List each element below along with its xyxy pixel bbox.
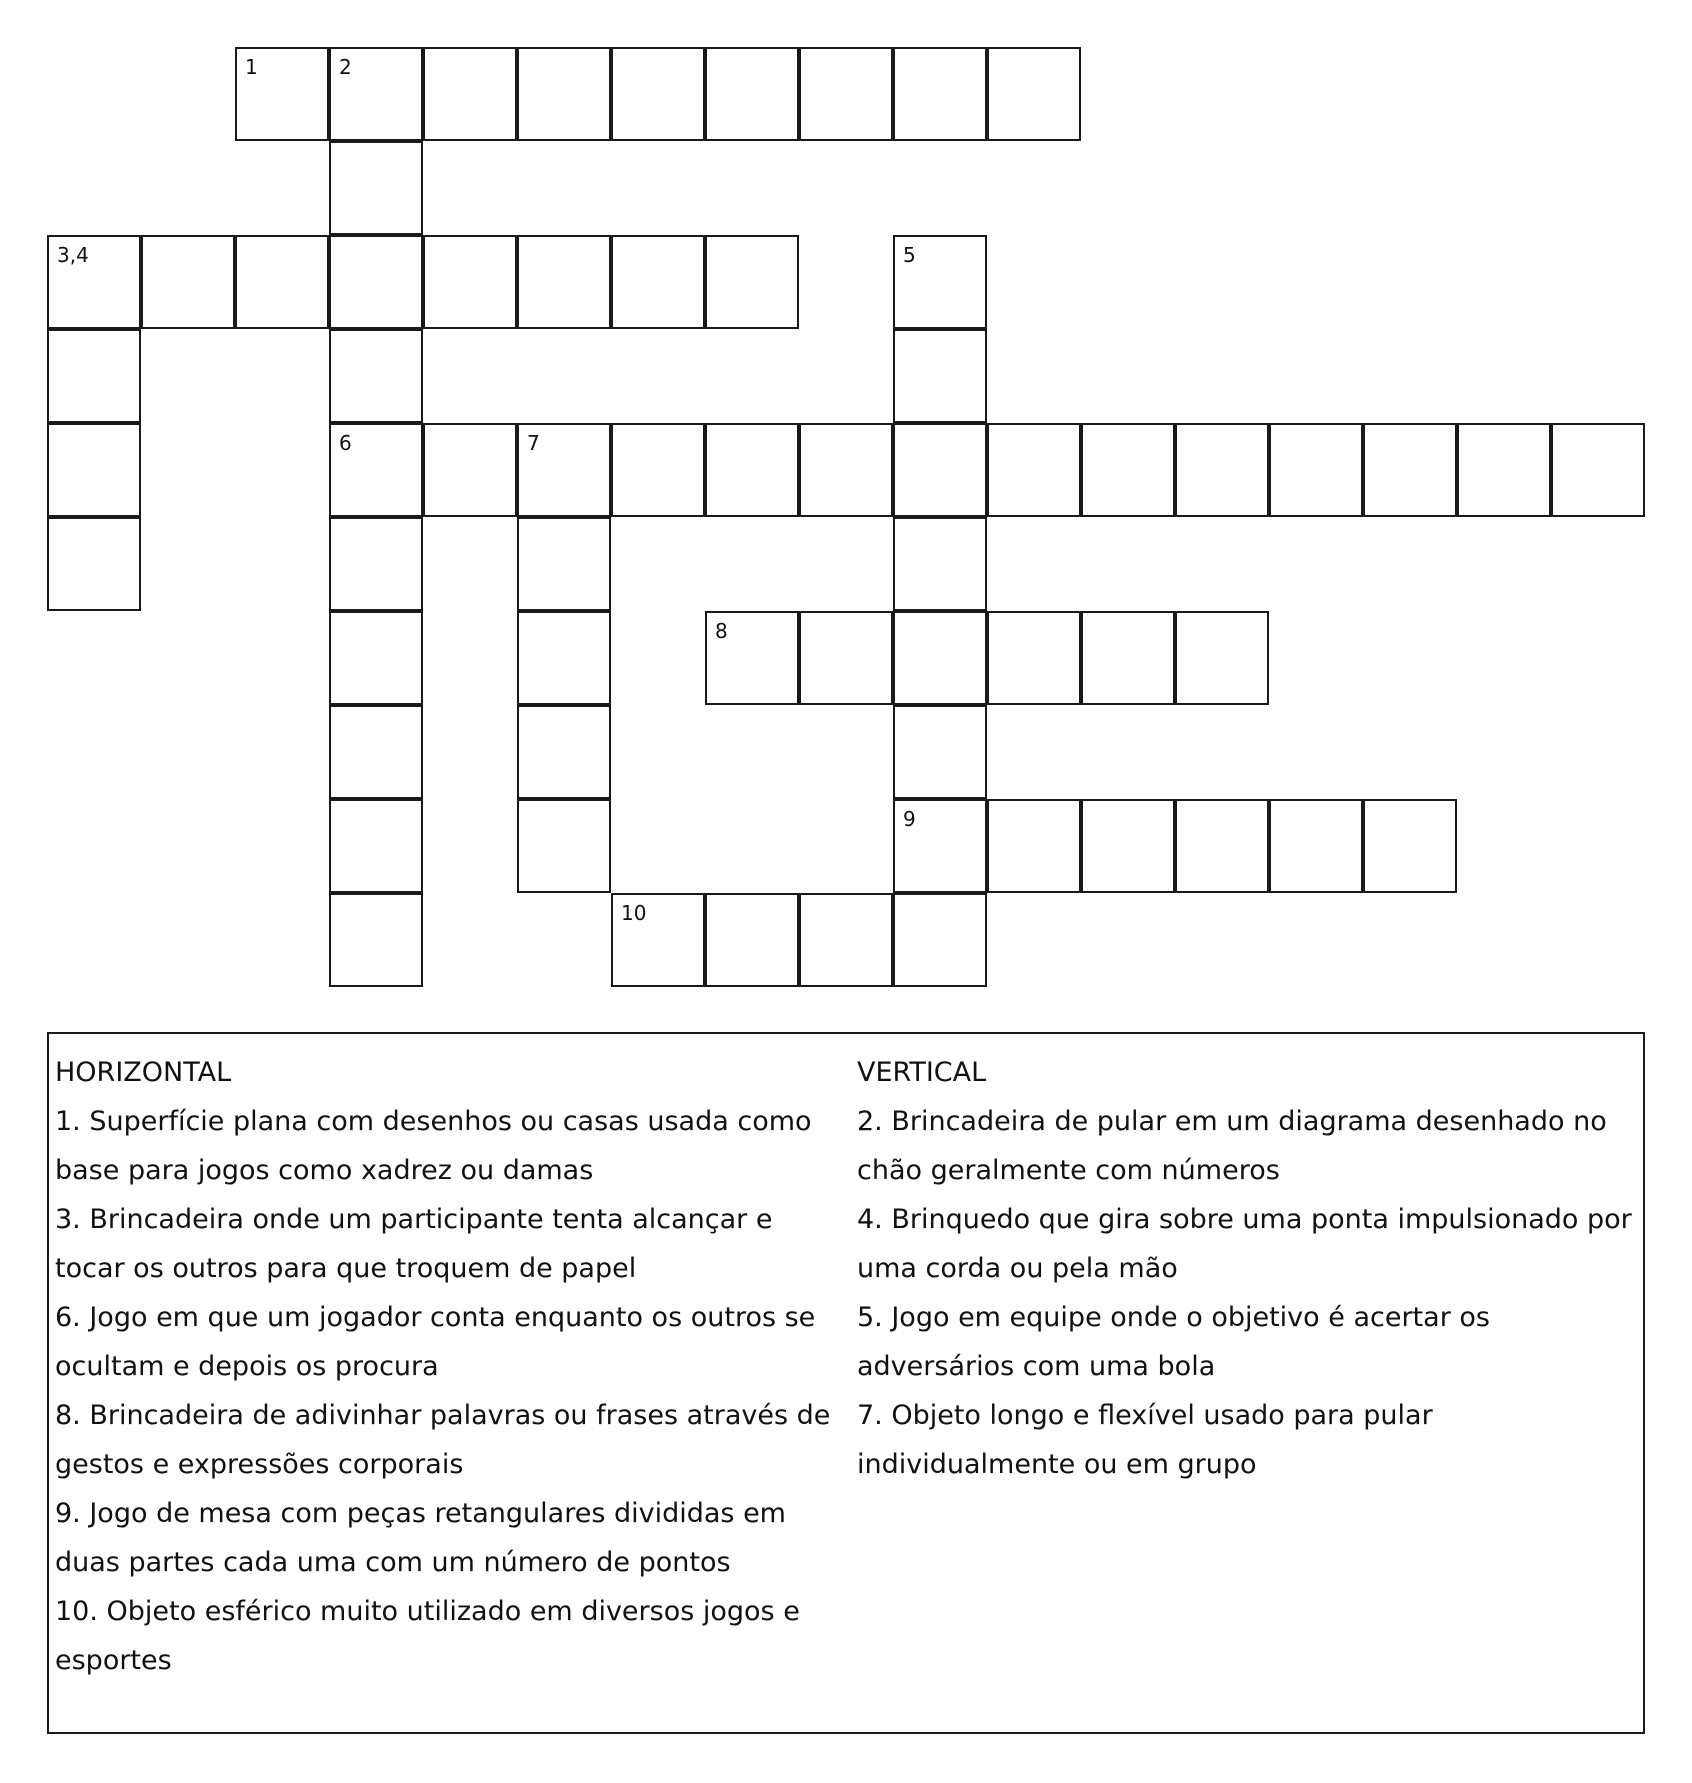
crossword-cell[interactable] — [1363, 799, 1457, 893]
clue-number: 7 — [527, 431, 540, 455]
crossword-cell[interactable] — [517, 799, 611, 893]
vertical-title: VERTICAL — [857, 1057, 987, 1088]
crossword-cell[interactable] — [329, 517, 423, 611]
crossword-cell[interactable] — [1081, 799, 1175, 893]
clue-number: 3,4 — [57, 243, 89, 267]
clue-number: 5 — [903, 243, 916, 267]
crossword-cell[interactable] — [1175, 799, 1269, 893]
crossword-cell[interactable] — [893, 517, 987, 611]
horizontal-clue-line: 6. Jogo em que um jogador conta enquanto os outros se — [55, 1302, 816, 1333]
horizontal-clues — [55, 1048, 847, 1685]
crossword-cell[interactable] — [141, 235, 235, 329]
horizontal-clue-line: gestos e expressões corporais — [55, 1449, 464, 1480]
crossword-cell[interactable] — [329, 47, 423, 141]
crossword-cell[interactable] — [987, 799, 1081, 893]
crossword-cell[interactable] — [517, 423, 611, 517]
crossword-cell[interactable] — [329, 235, 423, 329]
crossword-cell[interactable] — [329, 799, 423, 893]
crossword-cell[interactable] — [423, 423, 517, 517]
crossword-cell[interactable] — [329, 329, 423, 423]
crossword-cell[interactable] — [1081, 423, 1175, 517]
crossword-cell[interactable] — [423, 235, 517, 329]
vertical-clue-line: 7. Objeto longo e flexível usado para pular — [857, 1400, 1433, 1431]
horizontal-clue-line: 3. Brincadeira onde um participante tenta alcançar e — [55, 1204, 773, 1235]
crossword-cell[interactable] — [893, 235, 987, 329]
crossword-cell[interactable] — [47, 517, 141, 611]
horizontal-clue-line: 8. Brincadeira de adivinhar palavras ou frases através de — [55, 1400, 831, 1431]
vertical-clue-line: chão geralmente com números — [857, 1155, 1280, 1186]
crossword-cell[interactable] — [1551, 423, 1645, 517]
crossword-cell[interactable] — [799, 47, 893, 141]
crossword-cell[interactable] — [517, 611, 611, 705]
horizontal-clue-line: 1. Superfície plana com desenhos ou casas usada como — [55, 1106, 812, 1137]
crossword-cell[interactable] — [329, 705, 423, 799]
crossword-cell[interactable] — [893, 611, 987, 705]
crossword-cell[interactable] — [611, 423, 705, 517]
vertical-clue-line: 4. Brinquedo que gira sobre uma ponta impulsionado por — [857, 1204, 1632, 1235]
crossword-cell[interactable] — [893, 423, 987, 517]
crossword-cell[interactable] — [329, 423, 423, 517]
crossword-cell[interactable] — [893, 329, 987, 423]
horizontal-clue-line: ocultam e depois os procura — [55, 1351, 439, 1382]
vertical-clues — [857, 1048, 1637, 1489]
horizontal-clue-line: base para jogos como xadrez ou damas — [55, 1155, 594, 1186]
crossword-cell[interactable] — [1175, 611, 1269, 705]
crossword-cell[interactable] — [235, 47, 329, 141]
crossword-cell[interactable] — [235, 235, 329, 329]
crossword-cell[interactable] — [893, 799, 987, 893]
clues-box — [47, 1032, 1645, 1734]
crossword-cell[interactable] — [705, 611, 799, 705]
crossword-cell[interactable] — [705, 47, 799, 141]
crossword-cell[interactable] — [987, 611, 1081, 705]
crossword-cell[interactable] — [611, 893, 705, 987]
horizontal-clue-line: tocar os outros para que troquem de papel — [55, 1253, 637, 1284]
clue-number: 8 — [715, 619, 728, 643]
crossword-cell[interactable] — [1269, 799, 1363, 893]
crossword-cell[interactable] — [705, 235, 799, 329]
vertical-clue-line: adversários com uma bola — [857, 1351, 1216, 1382]
crossword-cell[interactable] — [517, 235, 611, 329]
crossword-cell[interactable] — [799, 893, 893, 987]
clue-number: 9 — [903, 807, 916, 831]
crossword-cell[interactable] — [987, 47, 1081, 141]
crossword-cell[interactable] — [47, 235, 141, 329]
crossword-cell[interactable] — [1457, 423, 1551, 517]
vertical-clue-line: uma corda ou pela mão — [857, 1253, 1178, 1284]
vertical-clue-line: 5. Jogo em equipe onde o objetivo é acertar os — [857, 1302, 1490, 1333]
clue-number: 10 — [621, 901, 647, 925]
horizontal-clue-line: duas partes cada uma com um número de pontos — [55, 1547, 731, 1578]
crossword-cell[interactable] — [705, 893, 799, 987]
crossword-cell[interactable] — [987, 423, 1081, 517]
vertical-clue-line: individualmente ou em grupo — [857, 1449, 1257, 1480]
horizontal-clue-line: esportes — [55, 1645, 172, 1676]
clue-number: 2 — [339, 55, 352, 79]
clue-number: 1 — [245, 55, 258, 79]
vertical-clue-line: 2. Brincadeira de pular em um diagrama desenhado no — [857, 1106, 1607, 1137]
crossword-cell[interactable] — [517, 47, 611, 141]
crossword-cell[interactable] — [517, 517, 611, 611]
crossword-cell[interactable] — [47, 329, 141, 423]
clue-number: 6 — [339, 431, 352, 455]
crossword-cell[interactable] — [611, 235, 705, 329]
crossword-cell[interactable] — [47, 423, 141, 517]
crossword-cell[interactable] — [517, 705, 611, 799]
crossword-cell[interactable] — [329, 893, 423, 987]
crossword-cell[interactable] — [423, 47, 517, 141]
horizontal-title: HORIZONTAL — [55, 1057, 232, 1088]
crossword-cell[interactable] — [799, 611, 893, 705]
crossword-cell[interactable] — [893, 47, 987, 141]
crossword-cell[interactable] — [1269, 423, 1363, 517]
crossword-cell[interactable] — [1363, 423, 1457, 517]
crossword-cell[interactable] — [1175, 423, 1269, 517]
horizontal-clue-line: 10. Objeto esférico muito utilizado em diversos jogos e — [55, 1596, 800, 1627]
crossword-cell[interactable] — [893, 893, 987, 987]
crossword-cell[interactable] — [799, 423, 893, 517]
crossword-cell[interactable] — [893, 705, 987, 799]
crossword-cell[interactable] — [705, 423, 799, 517]
crossword-cell[interactable] — [1081, 611, 1175, 705]
crossword-cell[interactable] — [611, 47, 705, 141]
horizontal-clue-line: 9. Jogo de mesa com peças retangulares divididas em — [55, 1498, 786, 1529]
crossword-cell[interactable] — [329, 611, 423, 705]
crossword-cell[interactable] — [329, 141, 423, 235]
